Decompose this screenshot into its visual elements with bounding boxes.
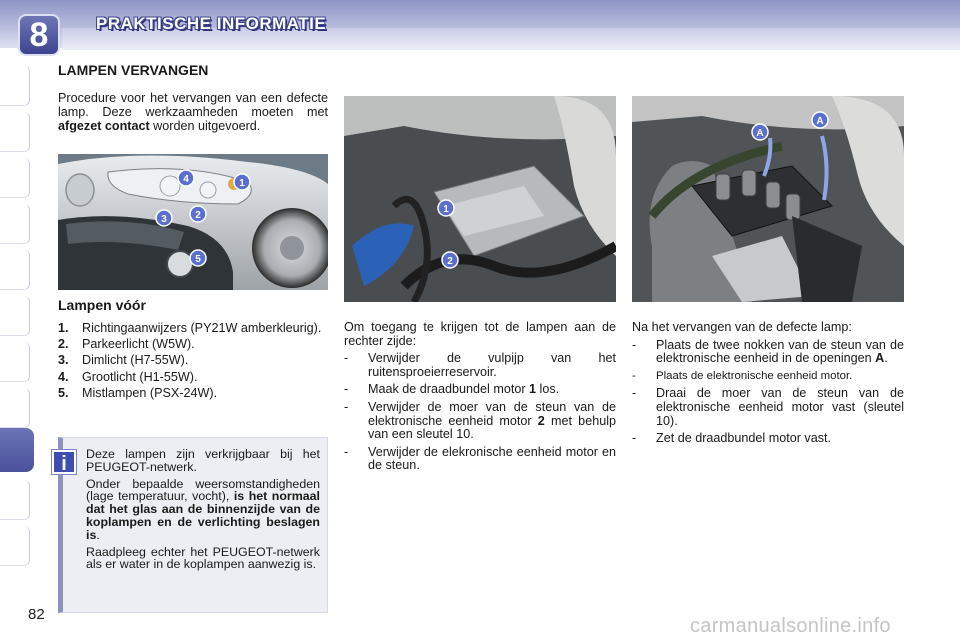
list-item: - Zet de draadbundel motor vast. xyxy=(632,431,832,446)
chapter-tab[interactable] xyxy=(0,158,30,198)
list-item: - Verwijder de vulpijp van het ruitensproeierreservoir. xyxy=(344,351,616,379)
callout-label: A xyxy=(756,128,764,139)
list-item: - Verwijder de moer van de steun van de elektronische eenheid motor 2 met behulp van een sleutel 10. xyxy=(344,399,617,442)
front-lamps-list xyxy=(58,321,328,402)
list-item: - Plaats de elektronische eenheid motor. xyxy=(632,369,853,382)
list-item: - Plaats de twee nokken van de steun van de elektronische eenheid in de openingen A. xyxy=(632,337,904,366)
intro-paragraph: Procedure voor het vervangen van een defecte lamp. Deze werkzaamheden moeten met afgezet contact worden uitgevoerd. xyxy=(58,91,328,133)
chapter-tab-active[interactable] xyxy=(0,428,34,472)
callout-label: 1 xyxy=(239,178,245,189)
section-title: LAMPEN VERVANGEN xyxy=(58,62,209,78)
callout-label: 2 xyxy=(447,256,453,267)
page-header-title: PRAKTISCHE INFORMATIE xyxy=(96,14,327,33)
callout-label: A xyxy=(816,116,824,127)
list-item: - Draai de moer van de steun van de elektronische eenheid motor vast (sleutel 10). xyxy=(632,386,904,428)
front-lamps-heading: Lampen vóór xyxy=(58,297,146,313)
chapter-tab[interactable] xyxy=(0,66,30,106)
list-item: - Verwijder de elekronische eenheid motor en de steun. xyxy=(344,444,616,473)
list-item: 2. Parkeerlicht (W5W). xyxy=(58,337,195,352)
refit-instructions: Na het vervangen van de defecte lamp: - Plaats de twee nokken van de steun van de elektronische eenheid in de openingen A. - Plaats de elektronische eenheid motor. - Draai de moer van de steun van de elektronische eenheid motor vast (sleutel 10). - Zet de draadbundel motor vast. xyxy=(632,320,904,446)
watermark: carmanualsonline.info xyxy=(690,615,891,637)
engine-bay-photo-access xyxy=(344,96,616,302)
list-item: 1. Richtingaanwijzers (PY21W amberkleurig). xyxy=(58,321,322,335)
engine-bay-photo-refit xyxy=(632,96,904,302)
list-item: - Maak de draadbundel motor 1 los. xyxy=(344,382,560,397)
list-item: 5. Mistlampen (PSX-24W). xyxy=(58,385,218,400)
callout-label: 4 xyxy=(183,174,189,185)
chapter-badge: 8 xyxy=(18,14,60,56)
chapter-tab[interactable] xyxy=(0,250,30,290)
front-headlamp-photo xyxy=(58,154,328,290)
page-number: 82 xyxy=(28,606,45,623)
callout-label: 1 xyxy=(443,204,449,215)
chapter-tab[interactable] xyxy=(0,296,30,336)
chapter-tab[interactable] xyxy=(0,112,30,152)
list-item: 4. Grootlicht (H1-55W). xyxy=(58,369,198,384)
chapter-tab[interactable] xyxy=(0,342,30,382)
callout-label: 3 xyxy=(161,214,167,225)
chapter-tab[interactable] xyxy=(0,388,30,428)
info-box-text: Deze lampen zijn verkrijgbaar bij het PEUGEOT-netwerk. Onder bepaalde weersomstandigheden (lage temperatuur, vocht), is het normaal dat het glas aan de binnenzijde van de koplampen en de verlichting beslagen is. Raadpleeg echter het PEUGEOT-netwerk als er water in de koplampen aanwezig is. xyxy=(86,447,320,572)
callout-label: 5 xyxy=(195,254,201,265)
list-item: 3. Dimlicht (H7-55W). xyxy=(58,353,189,368)
chapter-tab[interactable] xyxy=(0,526,30,566)
info-icon: i xyxy=(52,450,76,474)
chapter-tab[interactable] xyxy=(0,204,30,244)
access-instructions: Om toegang te krijgen tot de lampen aan de rechter zijde: - Verwijder de vulpijp van het ruitensproeierreservoir. - Maak de draadbundel motor 1 los. - Verwijder de moer van de steun van de elektronische eenheid motor 2 met behulp van een sleutel 10. - Verwijder de elekronische eenheid motor en de steun. xyxy=(344,320,617,473)
callout-label: 2 xyxy=(195,210,201,221)
chapter-tab[interactable] xyxy=(0,480,30,520)
